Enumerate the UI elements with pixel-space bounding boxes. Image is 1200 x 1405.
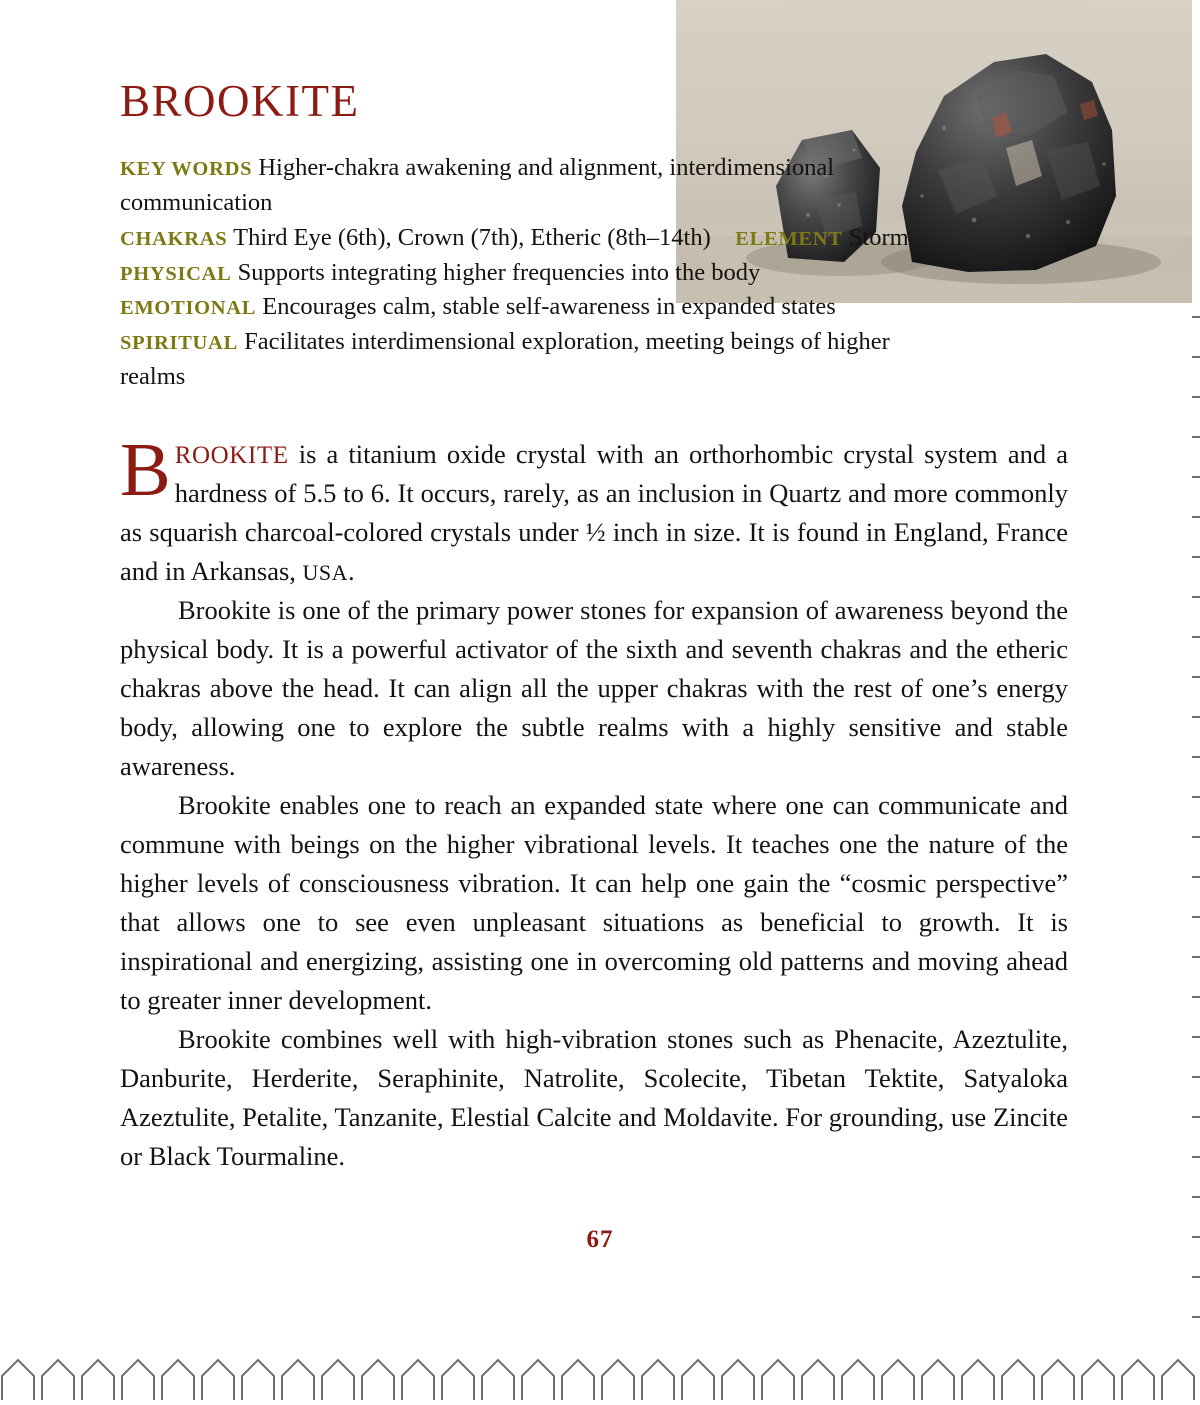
attribute-label-element: ELEMENT: [735, 227, 843, 250]
attribute-label-physical: PHYSICAL: [120, 262, 232, 285]
attribute-value-chakras: Third Eye (6th), Crown (7th), Etheric (8th–14th): [233, 223, 711, 251]
paragraph-1-usa: USA: [302, 560, 349, 586]
paragraph-3: Brookite enables one to reach an expanded state where one can communicate and commune with beings on the higher vibrational levels. It teaches one the nature of the higher levels of consciousness vibration. It can help one gain the “cosmic perspective” that allows one to see even unpleasant situations as beneficial to growth. It is inspirational and energizing, assisting one in overcoming old patterns and moving ahead to greater inner development.: [120, 790, 1068, 1015]
bottom-decorative-strip: [0, 1358, 1200, 1400]
paragraph-1-text: is a titanium oxide crystal with an orthorhombic crystal system and a hardness of 5.5 to 6. It occurs, rarely, as an inclusion in Quartz and more commonly as squarish charcoal-colored crystals under ½ inch in size. It is found in England, France and in Arkansas,: [120, 438, 1068, 587]
paragraph-2: Brookite is one of the primary power stones for expansion of awareness beyond the physical body. It is a powerful activator of the sixth and seventh chakras and the etheric chakras above the head. It can align all the upper chakras with the rest of one’s energy body, allowing one to explore the subtle realms with a highly sensitive and stable awareness.: [120, 595, 1068, 782]
lead-smallcaps: ROOKITE: [174, 441, 289, 469]
attribute-value-spiritual: Facilitates interdimensional exploration, meeting beings of higher realms: [120, 328, 890, 390]
paragraph-1: [120, 427, 1068, 592]
attribute-label-emotional: EMOTIONAL: [120, 297, 257, 320]
binding-edge-marks: [1186, 0, 1200, 1400]
attributes-block: [120, 151, 960, 394]
page-folio: 67: [586, 1226, 614, 1253]
page-content: [120, 78, 1068, 1176]
attribute-value-emotional: Encourages calm, stable self-awareness in expanded states: [262, 293, 836, 321]
attribute-value-element: Storm: [848, 223, 909, 251]
attribute-value-physical: Supports integrating higher frequencies into the body: [237, 258, 761, 286]
attribute-value-key-words: Higher-chakra awakening and alignment, interdimensional communication: [120, 154, 835, 217]
attribute-label-key-words: KEY WORDS: [120, 158, 253, 181]
drop-cap: B: [120, 427, 171, 512]
attribute-label-chakras: CHAKRAS: [120, 227, 228, 250]
paragraph-1-tail: .: [348, 556, 355, 587]
paragraph-4: Brookite combines well with high-vibration stones such as Phenacite, Azeztulite, Danburite, Herderite, Seraphinite, Natrolite, Scolecite, Tibetan Tektite, Satyaloka Azeztulite, Petalite, Tanzanite, Elestial Calcite and Moldavite. For grounding, use Zincite or Black Tourmaline.: [120, 1023, 1068, 1171]
body-text: [120, 427, 1068, 1176]
page-title: BROOKITE: [120, 76, 360, 126]
bottom-strip-graphic: [0, 1358, 1200, 1400]
attribute-label-spiritual: SPIRITUAL: [120, 332, 238, 355]
